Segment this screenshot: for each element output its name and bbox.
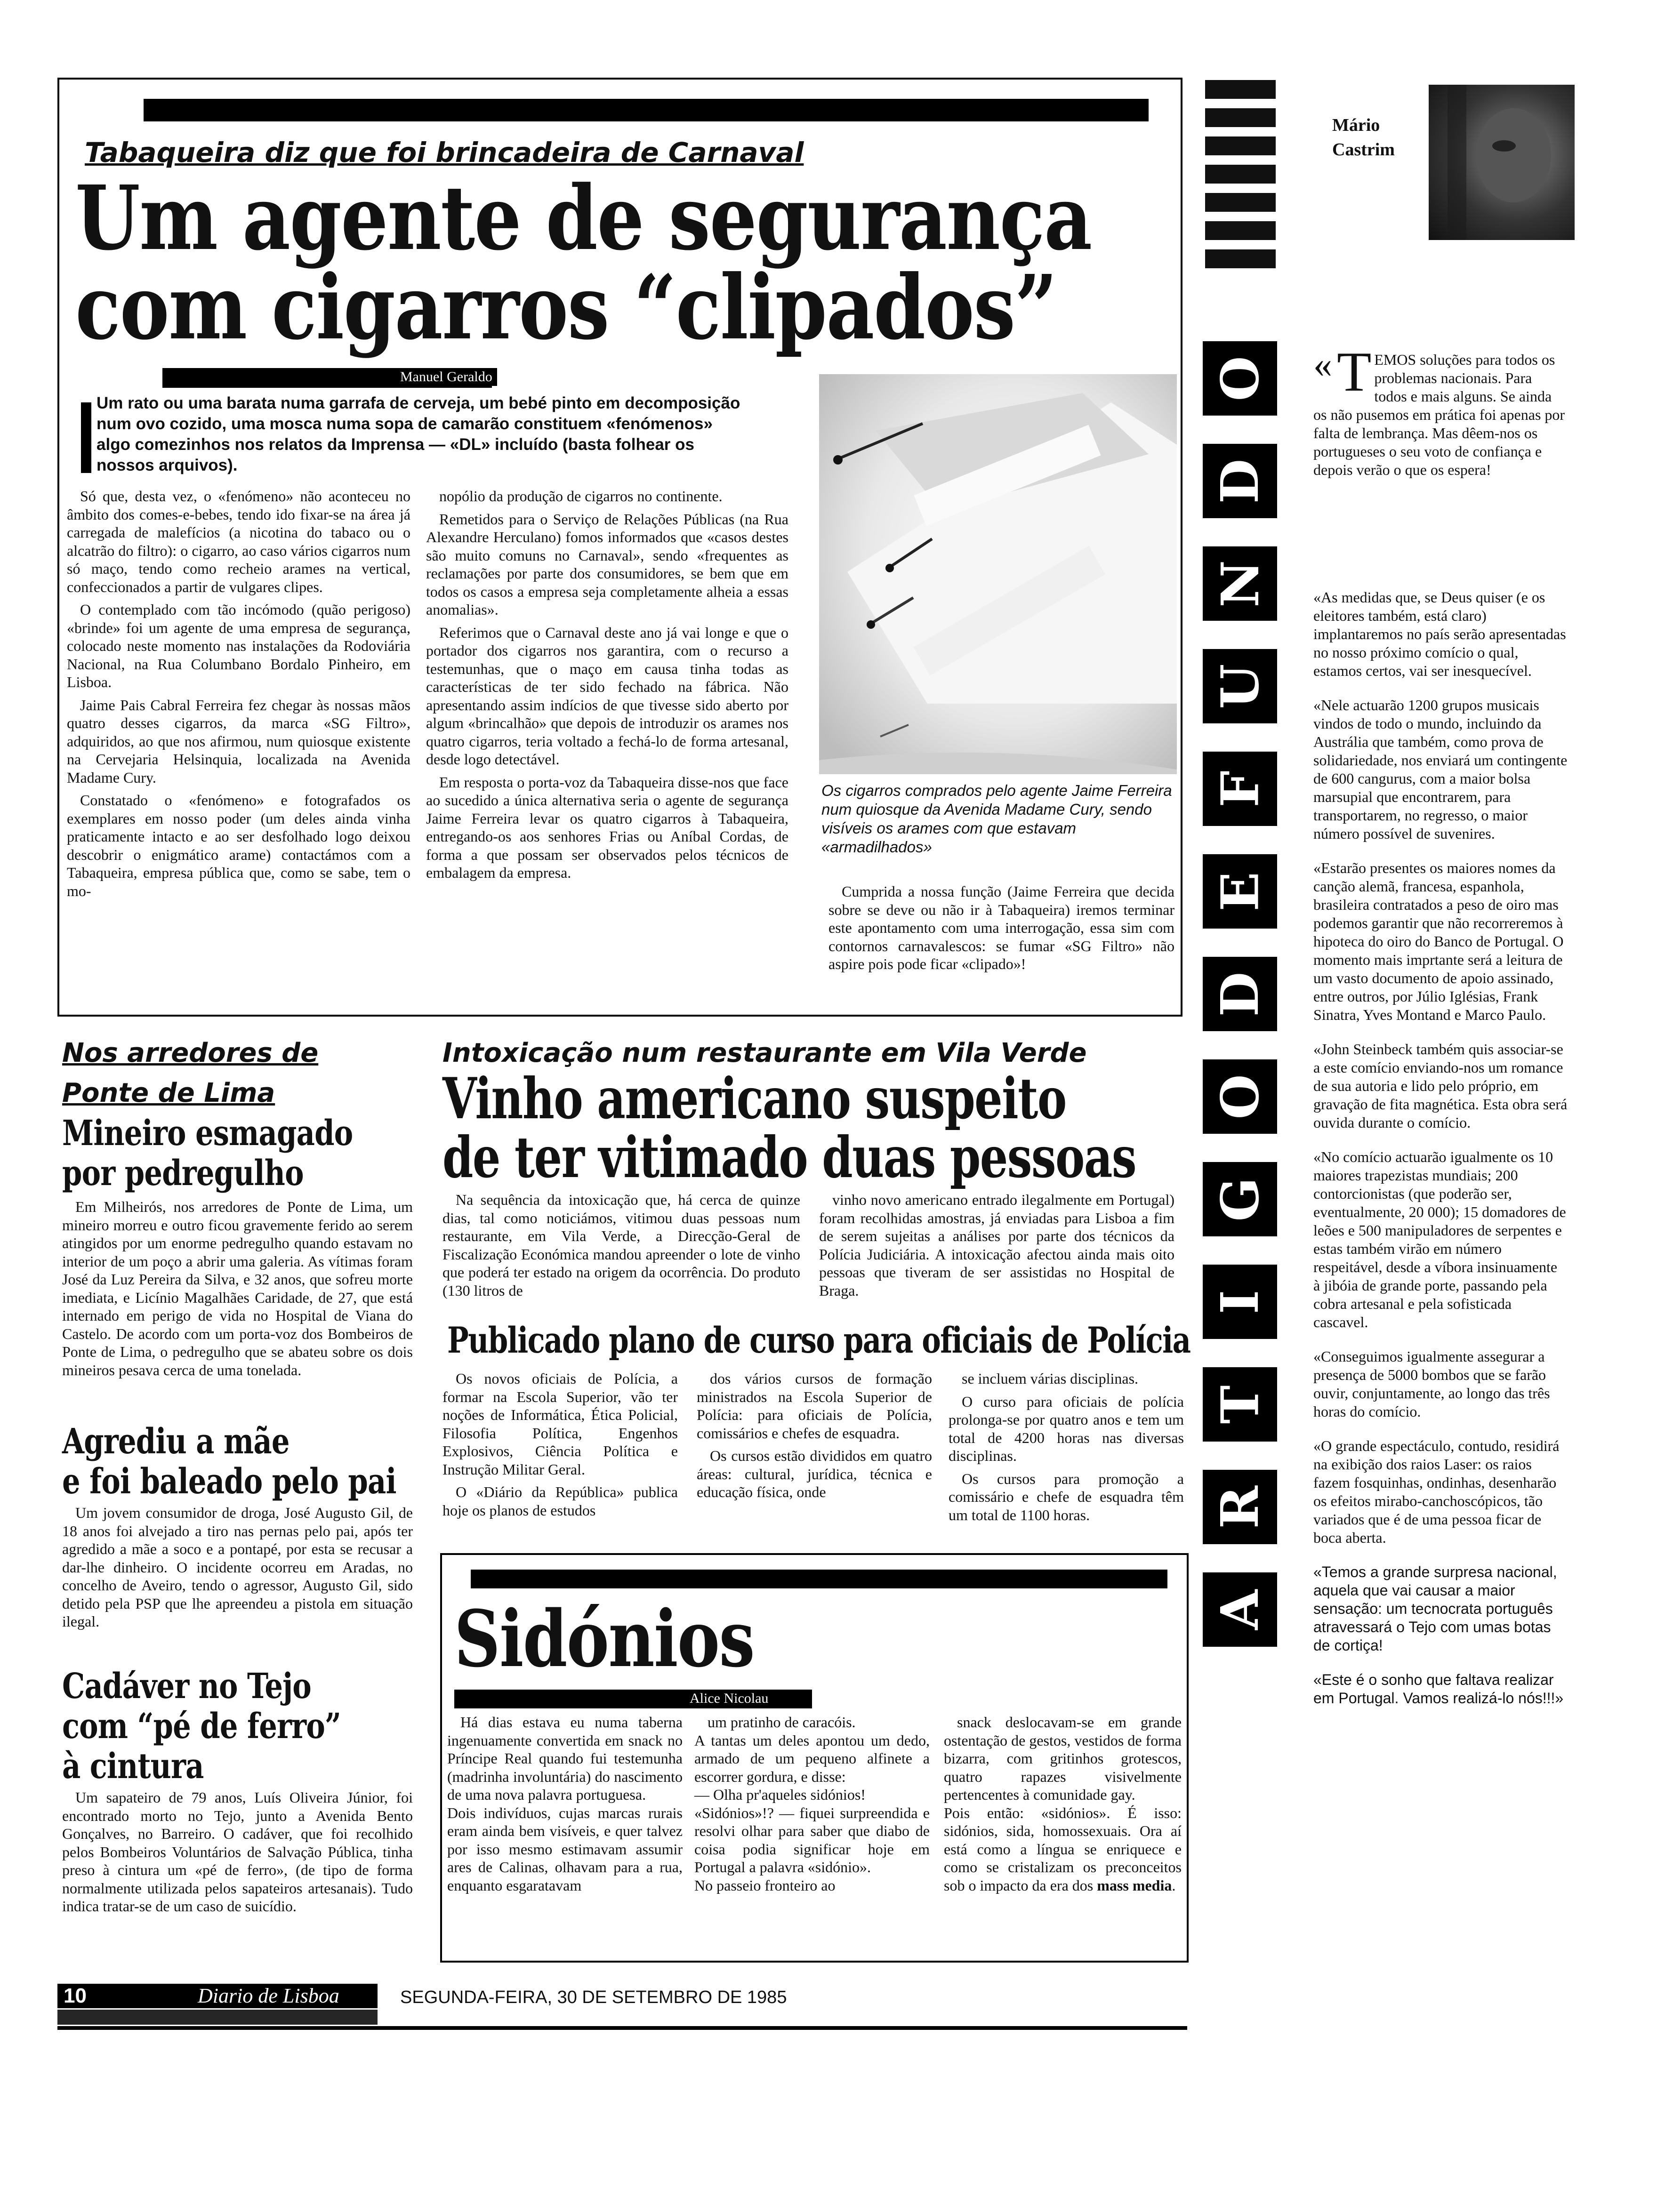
- police-col2-p2: Os cursos estão divididos em quatro áreas: cultural, jurídica, técnica e educação física, onde: [697, 1447, 932, 1500]
- sidebar-p5: «No comício actuarão igualmente os 10 maiores trapezistas mundiais; 200 contorcionistas (que poderão ser, eventualmente, 20 000); 15 domadores de leões e 500 manipuladores de serpentes e estas também virão em número respeitável, desde a víbora insinuamente à jibóia de grande porte, passando pela cobra artesanal e pela sofisticada cascavel.: [1313, 1148, 1566, 1330]
- police-col1-p1: Os novos oficiais de Polícia, a formar na Escola Superior, vão ter noções de Informática, Ética Policial, Filosofia Política, Engenhos Explosivos, Ciência Política e Instrução Militar Geral.: [442, 1370, 678, 1478]
- main-col1-p1: Só que, desta vez, o «fenómeno» não aconteceu no âmbito dos comes-e-bebes, tendo ido fixar-se na área já carregada de malefícios (a nicotina do tabaco ou o alcatrão do filtro): o cigarro, ao caso vários cigarros num só maço, tendo como recheio arames na vertical, confeccionados a partir de vulgares clipes.: [67, 488, 410, 595]
- main-col2-p2: Remetidos para o Serviço de Relações Públicas (na Rua Alexandre Herculano) fomos informados que «casos destes são muito comuns no Carnaval», sendo «frequentes as reclamações por parte dos consumidores, se bem que em todos os casos a empresa seja completamente alheia a essas anomalias».: [426, 510, 788, 618]
- main-col2-p4: Em resposta o porta-voz da Tabaqueira disse-nos que face ao sucedido a única alternativa seria o agente de segurança Jaime Ferreira levar os quatro cigarros à Tabaqueira, entregando-os aos senhores Frias ou Aníbal Cordas, de forma a que possam ser observados pelos técnicos de embalagem da empresa.: [426, 773, 788, 881]
- sidonios-headline: Sidónios: [454, 1593, 755, 1684]
- sidonios-col3-end: .: [1172, 1876, 1176, 1894]
- sidonios-col3-bold: mass media: [1097, 1876, 1172, 1894]
- sidebar-lead-block: [1313, 340, 1568, 479]
- photo-caption: Os cigarros comprados pelo agente Jaime Ferreira num quiosque da Avenida Madame Cury, sendo visíveis os arames com que estavam «armadilhados»: [821, 782, 1172, 856]
- main-col2-p3: Referimos que o Carnaval deste ano já vai longe e que o portador dos cigarros nos garantira, com o recurso a testemunhas, que o maço em causa tinha todas as características de ter sido fechado na fábrica. Não apresentando assim indícios de que tivesse sido aberto por algum «brincalhão» que depois de introduzir os arames nos quatro cigarros, teria voltado a fechá-lo de forma artesanal, desde logo detectável.: [426, 624, 788, 768]
- sidonios-byline: Alice Nicolau: [685, 1690, 773, 1707]
- sidebar-p8: «Temos a grande surpresa nacional, aquela que vai causar a maior sensação: um tecnocrata português atravessará o Tejo com umas botas de cortiça!: [1313, 1563, 1557, 1654]
- story1-text: Em Milheirós, nos arredores de Ponte de Lima, um mineiro morreu e outro ficou gravemente ferido ao serem atingidos por um enorme pedregulho quando estavam no interior de um poço a abrir uma galeria. As vítimas foram José da Luz Pereira da Silva, e 32 anos, que sofreu morte imediata, e Licínio Magalhães Caridade, de 27, que está internado em perigo de vida no Hospital de Viana do Castelo. De acordo com um porta-voz dos Bombeiros de Ponte de Lima, o pedregulho que se abateu sobre os dois mineiros pesava cerca de uma tonelada.: [62, 1198, 413, 1378]
- police-col3: [949, 1370, 1184, 1529]
- left-kicker-line2: Ponte de Lima: [62, 1078, 275, 1108]
- main-byline: Manuel Geraldo: [395, 368, 497, 386]
- story3-head-line3: à cintura: [62, 1746, 204, 1787]
- sidebar-body: [1313, 588, 1568, 1723]
- sidebar-letter-6: E: [1203, 854, 1277, 929]
- sidebar-letter-2: D: [1203, 444, 1277, 518]
- sidebar-top-bars: [1205, 80, 1276, 315]
- lead-marker: [81, 402, 91, 473]
- sidebar-letter-3: N: [1203, 546, 1277, 621]
- police-col1: [442, 1370, 678, 1524]
- main-col1-p4: Constatado o «fenómeno» e fotografados os exemplares em nosso poder (um deles ainda vinha praticamente intacto e ao ser desfolhado logo deixou descobrir o enigmático arame) contactámos com a Tabaqueira, empresa pública que, como se sabe, tem o mo-: [67, 792, 410, 899]
- sidebar-p4: «John Steinbeck também quis associar-se a este comício enviando-nos um romance de sua autoria e lido pelo próprio, em gravação de fita magnética. Esta obra será ouvida durante o comício.: [1313, 1041, 1568, 1131]
- sidebar-lead: EMOS soluções para todos os problemas nacionais. Para todos e mais alguns. Se ainda os não pusemos em prática foi apenas por falta de lembrança. Mas dêem-nos os portugueses o seu voto de confiança e depois verão o que os espera!: [1313, 351, 1565, 478]
- police-headline: Publicado plano de curso para oficiais de Polícia: [447, 1319, 1190, 1361]
- left-kicker-line1: Nos arredores de: [62, 1038, 319, 1068]
- sidebar-letter-10: I: [1203, 1265, 1277, 1339]
- police-col3-p2: O curso para oficiais de polícia prolonga-se por quatro anos e tem um total de 4200 horas nas diversas disciplinas.: [949, 1393, 1184, 1464]
- author-name: Mário Castrim: [1332, 115, 1395, 160]
- wine-kicker: Intoxicação num restaurante em Vila Verde: [442, 1038, 1087, 1068]
- sidebar-p3: «Estarão presentes os maiores nomes da canção alemã, francesa, espanhola, brasileira contratados a peso de oiro mas podemos garantir que não recorreremos à hipoteca do oiro do Banco de Portugal. O momento mais imprtante será a leitura de um vasto documento de apoio assinado, entre outros, por Júlio Iglésias, Frank Sinatra, Yves Montand e Marco Paulo.: [1313, 859, 1564, 1023]
- main-col3: Cumprida a nossa função (Jaime Ferreira que decida sobre se deve ou não ir à Tabaqueira) iremos terminar este apontamento com uma interrogação, essa sim com contornos carnavalescos: se fumar «SG Filtro» não aspire pois pode ficar «clipado»!: [828, 883, 1174, 972]
- sidonios-col3: [944, 1713, 1182, 1894]
- author-photo: [1429, 85, 1575, 240]
- story2-text: Um jovem consumidor de droga, José Augusto Gil, de 18 anos foi alvejado a tiro nas pernas pelo pai, após ter agredido a mãe a soco e a pontapé, por esta se recusar a dar-lhe dinheiro. O incidente ocorreu em Aradas, no concelho de Aveiro, tendo o agressor, Augusto Gil, sido detido pela PSP que lhe apreendeu a pistola em situação ilegal.: [62, 1504, 413, 1630]
- wine-head-line2: de ter vitimado duas pessoas: [442, 1124, 1136, 1191]
- sidebar-letter-8: O: [1203, 1059, 1277, 1134]
- masthead: Diario de Lisboa: [198, 1984, 339, 2007]
- wine-col1: Na sequência da intoxicação que, há cerca de quinze dias, tal como noticiámos, vitimou duas pessoas num restaurante, em Vila Verde, a Direcção-Geral de Fiscalização Económica mandou apreender o lote de vinho que poderá ter estado na origem da ocorrência. Do produto (130 litros de: [442, 1191, 800, 1299]
- main-col1-p3: Jaime Pais Cabral Ferreira fez chegar às nossas mãos quatro desses cigarros, da marca «SG Filtro», adquiridos, ao que nos afirmou, num quiosque existente na Cervejaria Helsinquia, localizada na Avenida Madame Cury.: [67, 696, 410, 786]
- sidebar-letter-5: F: [1203, 752, 1277, 826]
- sidonios-col2: um pratinho de caracóis. A tantas um deles apontou um dedo, armado de um pequeno alfinete a escorrer gordura, e disse: — Olha pr'aqueles sidónios! «Sidónios»!? — fiquei surpreendida e resolvi olhar para saber que diabo de coisa podia significar hoje em Portugal a palavra «sidónio». No passeio fronteiro ao: [694, 1714, 930, 1894]
- cigarette-photo-graphic: [819, 374, 1177, 774]
- main-story-top-bar: [144, 99, 1149, 121]
- issue-date: SEGUNDA-FEIRA, 30 DE SETEMBRO DE 1985: [400, 1988, 787, 2007]
- police-col2: [697, 1370, 932, 1506]
- page-number: 10: [64, 1984, 87, 2007]
- main-lead: Um rato ou uma barata numa garrafa de cerveja, um bebé pinto em decomposição num ovo cozido, uma mosca numa sopa de camarão constituem «fenómenos» algo comezinhos nos relatos da Imprensa — «DL» incluído (basta folhear os nossos arquivos).: [97, 394, 740, 474]
- main-headline-line2: com cigarros “clipados”: [75, 256, 1057, 360]
- main-kicker: Tabaqueira diz que foi brincadeira de Carnaval: [85, 136, 804, 168]
- sidebar-p9: «Este é o sonho que faltava realizar em Portugal. Vamos realizá-lo nós!!!»: [1313, 1671, 1564, 1707]
- lead-quote-mark: «: [1313, 344, 1332, 385]
- sidonios-col1: Há dias estava eu numa taberna ingenuamente convertida em snack no Príncipe Real quando fui testemunha (madrinha involuntária) do nascimento de uma nova palavra portuguesa. Dois indivíduos, cujas marcas rurais eram ainda bem visíveis, e quer talvez por isso mesmo estimavam assumir ares de Calinas, olhavam para a rua, enquanto esgaratavam: [447, 1714, 683, 1894]
- sidonios-col3-text: snack deslocavam-se em grande ostentação de gestos, vestidos de forma bizarra, com gritinhos grotescos, quatro rapazes visivelmente pertencentes à comunidade gay. Pois então: «sidónios». É isso: sidónios, sida, homossexuais. Ora aí está como a língua se enriquece e como se cristalizam os preconceitos sob o impacto da era dos: [944, 1714, 1182, 1894]
- story3-head-line2: com “pé de ferro”: [62, 1706, 341, 1747]
- story1-head-line2: por pedregulho: [62, 1153, 304, 1194]
- sidebar-letter-12: R: [1203, 1470, 1277, 1544]
- main-col1: [67, 487, 410, 1010]
- sidebar-p6: «Conseguimos igualmente assegurar a presença de 5000 bombos que se farão ouvir, conjuntamente, ao longo das três horas do comício.: [1313, 1348, 1550, 1420]
- wine-col2: vinho novo americano entrado ilegalmente em Portugal) foram recolhidas amostras, já enviadas para Lisboa a fim de serem sujeitas a análises por parte dos técnicos da Polícia Judiciária. A intoxicação afectou ainda mais oito pessoas que tiveram de ser assistidas no Hospital de Braga.: [819, 1191, 1174, 1299]
- police-col3-p1: se incluem várias disciplinas.: [962, 1370, 1139, 1387]
- story2-head-line1: Agrediu a mãe: [62, 1421, 290, 1462]
- sidebar-letter-9: G: [1203, 1162, 1277, 1236]
- wine-head-line1: Vinho americano suspeito: [442, 1066, 1066, 1132]
- story3-text: Um sapateiro de 79 anos, Luís Oliveira Júnior, foi encontrado morto no Tejo, junto a Avenida Bento Gonçalves, no Barreiro. O cadáver, que foi recolhido pelos Bombeiros Voluntários de Salvação Pública, tinha preso à cintura um «pé de ferro», (de tipo de forma normalmente utilizada pelos sapateiros artesanais). Tudo indica tratar-se de um caso de suicídio.: [62, 1789, 413, 1915]
- sidebar-vertical-label: [1203, 341, 1280, 1675]
- sidebar-p2: «Nele actuarão 1200 grupos musicais vindos de todo o mundo, incluindo da Austrália que também, como prova de solidariedade, nos enviará um contingente de 600 cangurus, com a maior bolsa marsupial que encontrarem, para transportarem, no regresso, o maior número possível de suvenires.: [1313, 697, 1568, 842]
- sidebar-letter-13: A: [1203, 1572, 1277, 1647]
- sidebar-letter-11: T: [1203, 1367, 1277, 1442]
- sidebar-letter-1: O: [1203, 341, 1277, 416]
- sidebar-p7: «O grande espectáculo, contudo, residirá na exibição dos raios Laser: os raios fazem fosquinhas, ondinhas, desenharão os efeitos mirabo-canchoscópicos, tão variados que é de uma pessoa ficar de boca aberta.: [1313, 1437, 1560, 1546]
- story2-head-line2: e foi baleado pelo pai: [62, 1461, 396, 1502]
- sidonios-top-bar: [471, 1570, 1167, 1588]
- main-headline-line1: Um agente de segurança: [75, 166, 1092, 270]
- main-col1-p2: O contemplado com tão incómodo (quão perigoso) «brinde» foi um agente de uma empresa de segurança, colocado neste momento nas instalações da Rodoviária Nacional, na Rua Columbano Bordalo Pinheiro, em Lisboa.: [67, 601, 410, 690]
- main-col2-p1: nopólio da produção de cigarros no continente.: [439, 488, 723, 505]
- sidebar-letter-4: U: [1203, 649, 1277, 723]
- cigarette-photo: [819, 374, 1177, 774]
- sidebar-letter-7: D: [1203, 957, 1277, 1031]
- author-portrait-icon: [1429, 85, 1575, 240]
- sidebar-p1: «As medidas que, se Deus quiser (e os eleitores também, está claro) implantaremos no país serão apresentadas no nosso próximo comício o qual, estamos certos, vai ser inesquecível.: [1313, 589, 1566, 679]
- police-col3-p3: Os cursos para promoção a comissário e chefe de esquadra têm um total de 1100 horas.: [949, 1470, 1184, 1523]
- footer-bottom-rule: [57, 2026, 1187, 2030]
- main-col2: [426, 487, 788, 1010]
- lead-dropcap: T: [1337, 340, 1372, 403]
- police-col2-p1: dos vários cursos de formação ministrados na Escola Superior de Polícia: para oficiais de Polícia, comissários e chefes de esquadra.: [697, 1370, 932, 1442]
- story3-head-line1: Cadáver no Tejo: [62, 1666, 311, 1707]
- police-col1-p2: O «Diário da República» publica hoje os planos de estudos: [442, 1483, 678, 1519]
- footer-bottom-block: [57, 2010, 378, 2025]
- story1-head-line1: Mineiro esmagado: [62, 1113, 353, 1154]
